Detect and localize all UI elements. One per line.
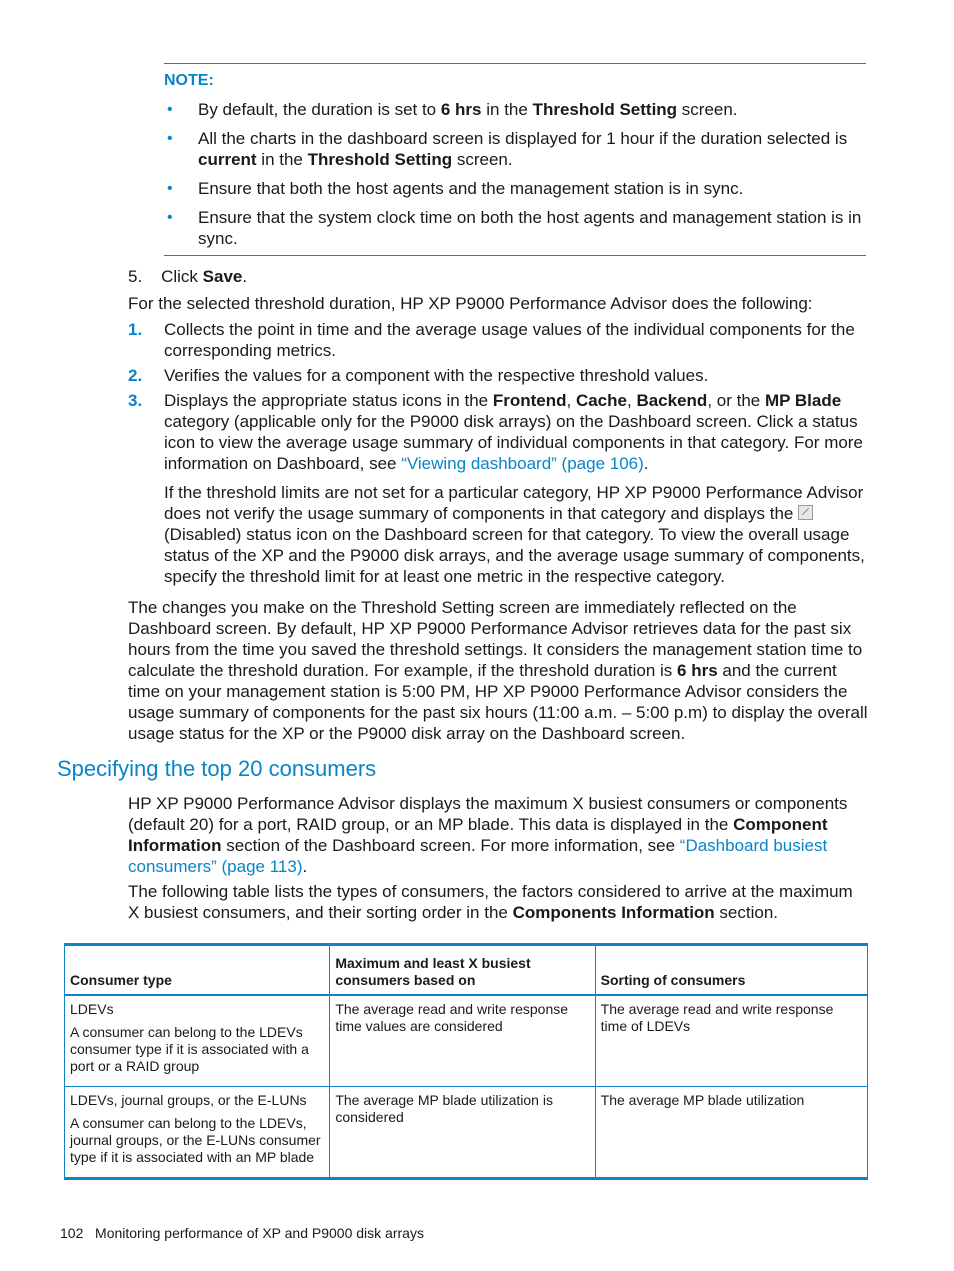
list-item: 1. Collects the point in time and the average usage values of the individual components for the corresponding metrics. <box>128 320 855 360</box>
note-bullet: • Ensure that the system clock time on both the host agents and management station is in sync. <box>164 207 866 249</box>
disabled-status-icon <box>798 505 813 520</box>
table-cell: The average MP blade utilization <box>595 1087 867 1179</box>
note-bullet: • By default, the duration is set to 6 hrs in the Threshold Setting screen. <box>164 99 866 120</box>
note-bullet: • Ensure that both the host agents and the management station is in sync. <box>164 178 866 199</box>
table-cell: The average read and write response time of LDEVs <box>595 995 867 1087</box>
page-number: 102 <box>60 1225 84 1241</box>
table-cell: LDEVs A consumer can belong to the LDEVs consumer type if it is associated with a port or a RAID group <box>65 995 330 1087</box>
numbered-list <box>128 319 868 591</box>
section-title: Specifying the top 20 consumers <box>57 756 377 781</box>
dashboard-busiest-consumers-link[interactable]: “Dashboard busiest consumers” (page 113) <box>128 836 828 876</box>
step-5: 5. Click Save. <box>128 267 248 286</box>
table-cell: The average MP blade utilization is considered <box>330 1087 595 1179</box>
column-header-based-on: Maximum and least X busiest consumers based on <box>330 945 595 996</box>
table-row <box>65 995 868 1087</box>
table-row <box>65 1087 868 1179</box>
changes-paragraph: The changes you make on the Threshold Setting screen are immediately reflected on the Dashboard screen. By default, HP XP P9000 Performance Advisor retrieves data for the past six hours from the time you saved the threshold settings. It considers the management station time to calculate the threshold duration. For example, if the threshold duration is 6 hrs and the current time on your management station is 5:00 PM, HP XP P9000 Performance Advisor considers the usage summary of components for the past six hours (11:00 a.m. – 5:00 p.m) to display the overall usage status for the XP or the P9000 disk array on the Dashboard screen. <box>128 598 868 743</box>
footer-title: Monitoring performance of XP and P9000 disk arrays <box>95 1225 424 1241</box>
consumers-table <box>64 943 868 1180</box>
note-bullet: • All the charts in the dashboard screen is displayed for 1 hour if the duration selected is current in the Threshold Setting screen. <box>164 128 866 170</box>
list-item: 3. Displays the appropriate status icons in the Frontend, Cache, Backend, or the MP Blade category (applicable only for the P9000 disk arrays) on the Dashboard screen. Click a status icon to view the average usage summary of individual components in that category. For more information on Dashboard, see “Viewing dashboard” (page 106). <box>128 391 863 473</box>
note-box <box>164 63 866 256</box>
page-footer <box>60 1223 424 1244</box>
column-header-consumer-type: Consumer type <box>65 945 330 996</box>
table-cell: The average read and write response time values are considered <box>330 995 595 1087</box>
list-item-continuation: If the threshold limits are not set for a particular category, HP XP P9000 Performance Advisor does not verify the usage summary of components in that category and displays the (Disabled) status icon on the Dashboard screen for that category. To view the overall usage status of the XP and the P9000 disk arrays, and the average usage summary of components, specify the threshold limit for at least one metric in the respective category. <box>164 483 865 586</box>
top20-paragraph: HP XP P9000 Performance Advisor displays the maximum X busiest consumers or components (default 20) for a port, RAID group, or an MP blade. This data is displayed in the Component Information section of the Dashboard screen. For more information, see “Dashboard busiest consumers” (page 113). <box>128 794 848 876</box>
note-title: NOTE: <box>164 72 214 89</box>
viewing-dashboard-link[interactable]: “Viewing dashboard” (page 106) <box>401 454 644 473</box>
note-list <box>164 99 866 249</box>
table-cell: LDEVs, journal groups, or the E-LUNs A consumer can belong to the LDEVs, journal groups, or the E-LUNs consumer type if it is associated with an MP blade <box>65 1087 330 1179</box>
column-header-sorting: Sorting of consumers <box>595 945 867 996</box>
intro-paragraph: For the selected threshold duration, HP XP P9000 Performance Advisor does the following: <box>128 294 813 313</box>
list-item: 2. Verifies the values for a component with the respective threshold values. <box>128 366 709 385</box>
following-paragraph: The following table lists the types of consumers, the factors considered to arrive at the maximum X busiest consumers, and their sorting order in the Components Information section. <box>128 882 853 922</box>
table-header-row <box>65 945 868 996</box>
